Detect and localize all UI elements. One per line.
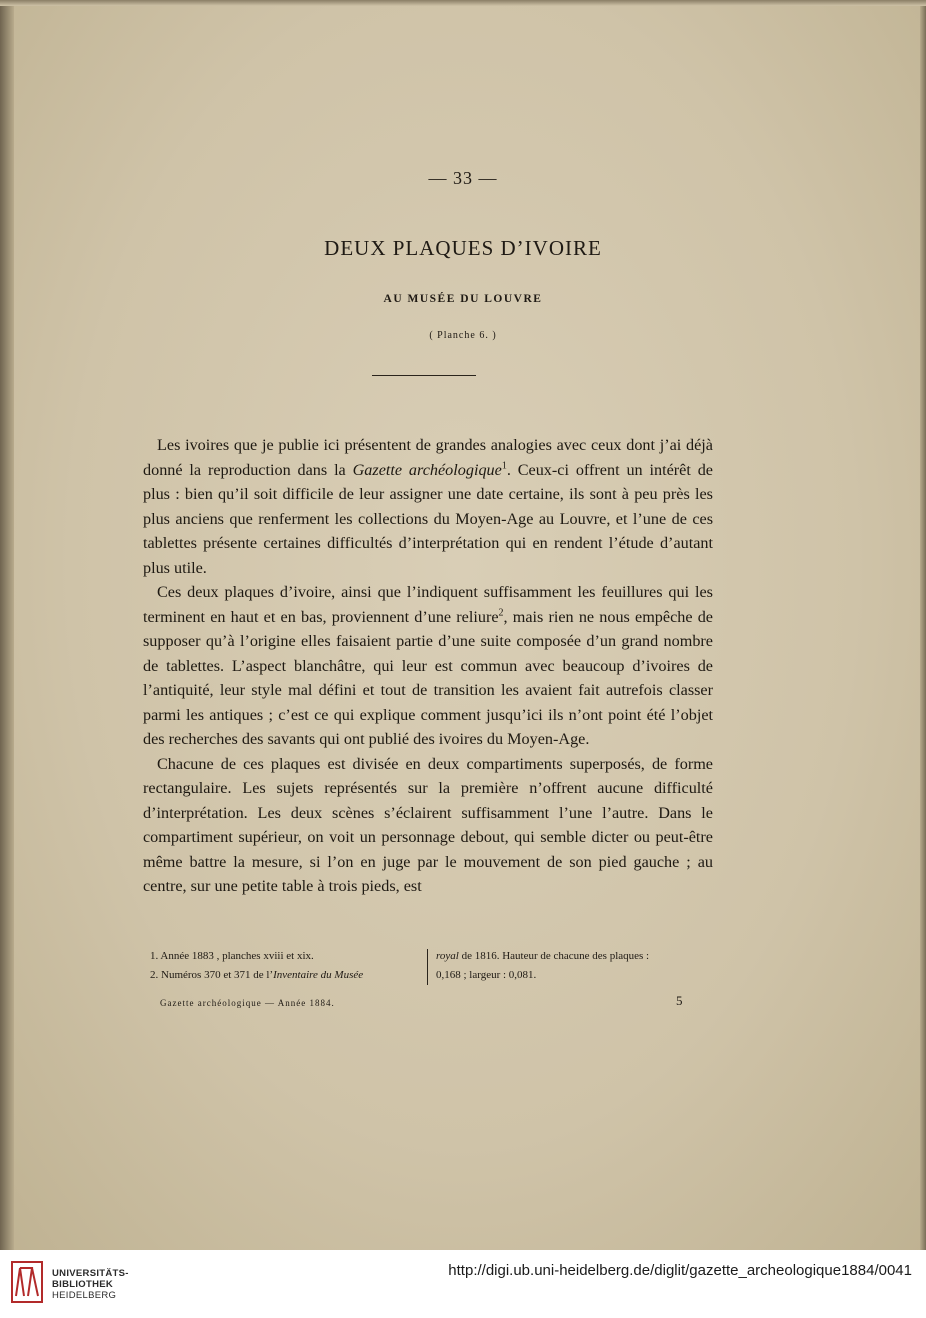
footnote-2-italic: Inventaire du Musée — [273, 969, 364, 981]
library-seal-icon — [10, 1260, 44, 1304]
library-line-1: UNIVERSITÄTS- — [52, 1268, 129, 1279]
page-edge-top — [0, 0, 926, 6]
footnote-dimensions: 0,168 ; largeur : 0,081. — [436, 969, 537, 981]
paragraph-2-text: Ces deux plaques d’ivoire, ainsi que l’indiquent suffisamment les feuillures qui les terminent en haut et en bas, proviennent d’une reliure — [143, 583, 713, 626]
footnote-1: 1. Année 1883 , planches xviii et xix. — [150, 950, 314, 962]
paragraph-1-text-cont: . Ceux-ci offrent un intérêt de plus : bien qu’il soit difficile de leur assigner une date certaine, ils sont à peu près les plus anciens que renferment les collections du Moyen-Age au Louvre, et l’une de ces tablettes présente certaines difficultés d’interprétation qui en rendent l’étude d’autant plus utile. — [143, 460, 713, 577]
plate-reference: ( Planche 6. ) — [429, 330, 497, 341]
library-name — [52, 1268, 129, 1301]
paragraph-2 — [143, 580, 713, 752]
paragraph-3: Chacune de ces plaques est divisée en deux compartiments superposés, de forme rectangulaire. Les sujets représentés sur la première n’offrent aucune difficulté d’interprétation. Les deux scènes s’éclairent suffisamment l’une l’autre. Dans le compartiment supérieur, on voit un personnage debout, qui semble dicter ou peut-être même battre la mesure, si l’on en juge par le mouvement de son pied gauche ; au centre, sur une petite table à trois pieds, est — [143, 754, 713, 895]
footnote-marker-2: 2 — [498, 607, 504, 619]
library-line-2: BIBLIOTHEK — [52, 1279, 114, 1290]
footnote-marker-1: 1 — [501, 460, 507, 472]
footnotes — [150, 947, 726, 985]
library-logo[interactable] — [10, 1260, 140, 1310]
footnotes-left-column — [150, 947, 422, 985]
body-text — [143, 433, 713, 899]
paragraph-1 — [143, 433, 713, 580]
article-subtitle: AU MUSÉE DU LOUVRE — [383, 293, 543, 305]
paragraph-2-text-cont: , mais rien ne nous empêche de supposer qu’à l’origine elles faisaient partie d’une suite composée d’un grand nombre de tablettes. L’aspect blanchâtre, qui leur est commun avec beaucoup d’ivoires de l’antiquité, leur style mal défini et tout de transition les avaient fait autrefois classer parmi les antiques ; c’est ce qui explique comment jusqu’ici ils n’ont point été l’objet des recherches des savants qui ont publié des ivoires du Moyen-Age. — [143, 607, 713, 748]
library-line-3: HEIDELBERG — [52, 1290, 117, 1301]
footnotes-right-column — [436, 947, 726, 985]
footnote-2-continued — [436, 947, 726, 966]
paragraph-1-text: Les ivoires que je publie ici présentent de grandes analogies avec ceux dont j’ai déjà donné la reproduction dans la — [143, 436, 713, 479]
page-number: — 33 — — [428, 168, 498, 188]
footnote-3-text: de 1816. Hauteur de chacune des plaques : — [458, 950, 650, 962]
journal-footer: Gazette archéologique — Année 1884. — [160, 998, 335, 1008]
title-rule — [372, 375, 476, 376]
journal-reference: Gazette archéologique — [352, 460, 502, 479]
footnote-2-text: 2. Numéros 370 et 371 de l’ — [150, 969, 274, 981]
signature-mark: 5 — [676, 993, 683, 1008]
permalink-url[interactable]: http://digi.ub.uni-heidelberg.de/diglit/gazette_archeologique1884/0041 — [448, 1262, 912, 1279]
footnote-3-italic: royal — [436, 950, 459, 962]
footnote-2 — [150, 966, 422, 985]
footnote-divider — [427, 949, 428, 985]
article-title: DEUX PLAQUES D’IVOIRE — [324, 236, 602, 260]
